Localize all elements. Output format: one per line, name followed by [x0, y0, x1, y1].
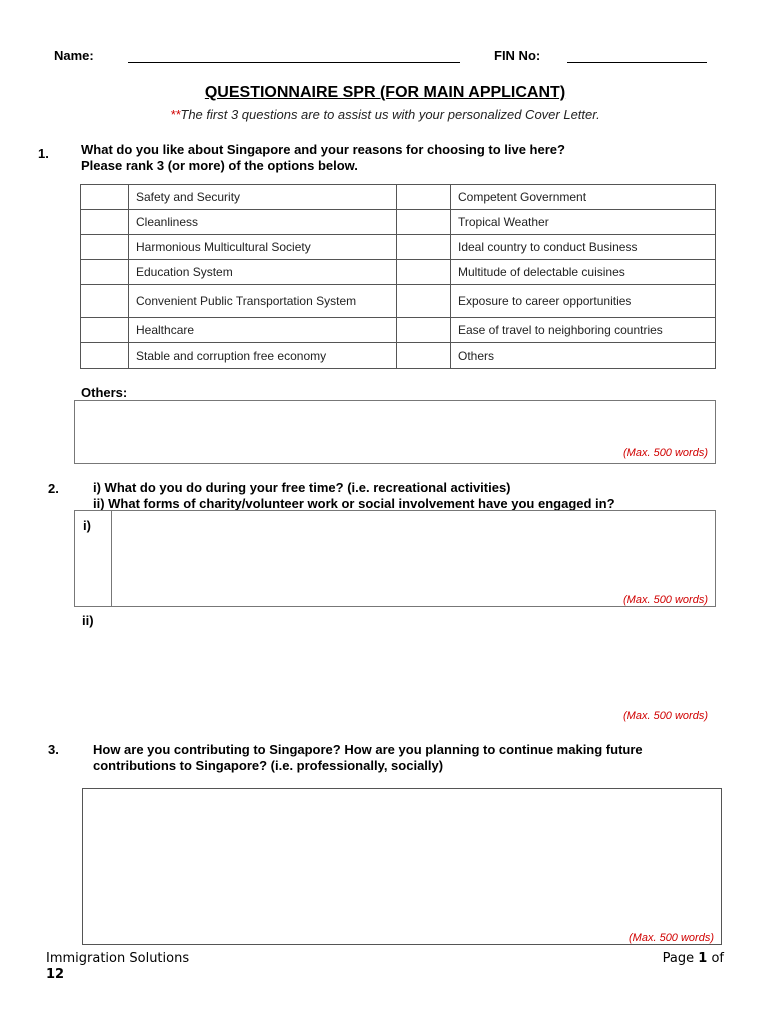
- options-row: [81, 318, 716, 343]
- option-label: Multitude of delectable cuisines: [451, 260, 716, 285]
- fin-field[interactable]: [567, 62, 707, 63]
- q2-part1-textbox[interactable]: [112, 511, 715, 606]
- subtitle-stars: **: [170, 107, 181, 122]
- option-label: Safety and Security: [129, 185, 397, 210]
- q3-line1: How are you contributing to Singapore? How are you planning to continue making future: [93, 742, 643, 757]
- options-row: [81, 185, 716, 210]
- footer-company: Immigration Solutions: [46, 951, 190, 966]
- rank-cell[interactable]: [397, 343, 451, 369]
- footer-page-current: 1: [698, 951, 708, 966]
- page-title: QUESTIONNAIRE SPR (FOR MAIN APPLICANT): [204, 84, 566, 101]
- q1-others-label: Others:: [81, 385, 128, 400]
- q2-part1-box: [74, 510, 716, 607]
- footer-page-total: 12: [46, 967, 65, 982]
- option-label: Harmonious Multicultural Society: [129, 235, 397, 260]
- rank-cell[interactable]: [397, 285, 451, 318]
- q3-line2: contributions to Singapore? (i.e. professionally, socially): [93, 758, 444, 773]
- rank-cell[interactable]: [81, 260, 129, 285]
- rank-cell[interactable]: [397, 210, 451, 235]
- options-row: [81, 285, 716, 318]
- q1-max-words: (Max. 500 words): [623, 447, 708, 459]
- footer-page-prefix: Page: [662, 951, 695, 966]
- q2-max-words-2: (Max. 500 words): [623, 710, 708, 722]
- rank-cell[interactable]: [81, 343, 129, 369]
- rank-cell[interactable]: [397, 318, 451, 343]
- options-row: [81, 260, 716, 285]
- option-label: Others: [451, 343, 716, 369]
- options-row: [81, 235, 716, 260]
- q1-line1: What do you like about Singapore and your reasons for choosing to live here?: [81, 142, 565, 157]
- q1-number: 1.: [38, 146, 49, 161]
- q3-textbox[interactable]: [82, 788, 722, 945]
- q2-max-words-1: (Max. 500 words): [623, 594, 708, 606]
- rank-cell[interactable]: [81, 210, 129, 235]
- option-label: Exposure to career opportunities: [451, 285, 716, 318]
- option-label: Tropical Weather: [451, 210, 716, 235]
- q1-line2: Please rank 3 (or more) of the options below.: [81, 158, 358, 173]
- q3-text: [93, 742, 643, 774]
- options-row: [81, 343, 716, 369]
- name-label: Name:: [54, 48, 94, 63]
- q2-number: 2.: [48, 481, 59, 496]
- rank-cell[interactable]: [397, 235, 451, 260]
- rank-cell[interactable]: [81, 285, 129, 318]
- option-label: Ease of travel to neighboring countries: [451, 318, 716, 343]
- subtitle-text: The first 3 questions are to assist us with your personalized Cover Letter.: [180, 107, 600, 122]
- q3-number: 3.: [48, 742, 59, 757]
- option-label: Competent Government: [451, 185, 716, 210]
- footer-page-of: of: [711, 951, 724, 966]
- option-label: Healthcare: [129, 318, 397, 343]
- q1-options-table: [80, 184, 716, 369]
- rank-cell[interactable]: [81, 185, 129, 210]
- page-subtitle: [0, 107, 770, 122]
- q2-part2-label: ii): [82, 613, 94, 628]
- q2-text: [93, 480, 615, 512]
- q3-max-words: (Max. 500 words): [629, 932, 714, 944]
- option-label: Convenient Public Transportation System: [129, 285, 397, 318]
- option-label: Ideal country to conduct Business: [451, 235, 716, 260]
- rank-cell[interactable]: [397, 260, 451, 285]
- q2-line2: ii) What forms of charity/volunteer work or social involvement have you engaged in?: [93, 496, 615, 511]
- fin-label: FIN No:: [494, 48, 541, 63]
- option-label: Cleanliness: [129, 210, 397, 235]
- option-label: Education System: [129, 260, 397, 285]
- name-field[interactable]: [128, 62, 460, 63]
- footer-page-number: [640, 951, 724, 966]
- q1-text: [81, 142, 565, 174]
- q1-others-textbox[interactable]: [74, 400, 716, 464]
- options-row: [81, 210, 716, 235]
- rank-cell[interactable]: [397, 185, 451, 210]
- rank-cell[interactable]: [81, 235, 129, 260]
- rank-cell[interactable]: [81, 318, 129, 343]
- q2-line1: i) What do you do during your free time? (i.e. recreational activities): [93, 480, 511, 495]
- option-label: Stable and corruption free economy: [129, 343, 397, 369]
- q2-part1-label: i): [83, 518, 91, 533]
